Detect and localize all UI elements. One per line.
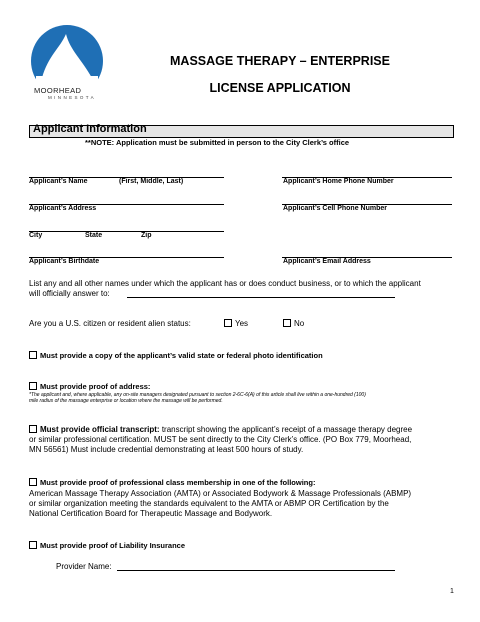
- city-state-zip-line[interactable]: [29, 231, 224, 232]
- membership-text-3: National Certification Board for Therapeutic Massage and Bodywork.: [29, 509, 273, 518]
- address-fine-print-1: *The applicant and, where applicable, any on-site managers designated pursuant to section 2-6C-6(A) of this article shall live within a one-hundred (100): [29, 392, 366, 398]
- provider-name-line[interactable]: [117, 570, 395, 571]
- address-proof-heading: Must provide proof of address:: [40, 382, 151, 391]
- address-fine-print-2: mile radius of the massage enterprise or location where the massage will be performed.: [29, 398, 223, 404]
- checkbox-icon[interactable]: [29, 541, 37, 549]
- state-label: State: [85, 232, 103, 239]
- form-title: MASSAGE THERAPY – ENTERPRISE: [170, 54, 390, 68]
- checkbox-icon[interactable]: [224, 319, 232, 327]
- transcript-text-3: MN 56561) Must include credential demonstrating at least 500 hours of study.: [29, 445, 304, 454]
- insurance-heading: Must provide proof of Liability Insurance: [40, 541, 186, 550]
- submission-note: **NOTE: Application must be submitted in person to the City Clerk’s office: [85, 138, 350, 147]
- checkbox-icon[interactable]: [29, 425, 37, 433]
- applicant-name-hint: (First, Middle, Last): [119, 178, 184, 185]
- applicant-name-label: Applicant’s Name: [29, 178, 88, 185]
- section-title: Applicant Information: [33, 123, 147, 135]
- citizenship-question: Are you a U.S. citizen or resident alien status:: [29, 319, 191, 328]
- membership-heading: Must provide proof of professional class membership in one of the following:: [40, 478, 316, 487]
- photo-id-requirement[interactable]: [29, 351, 323, 360]
- logo-subtext: MINNESOTA: [48, 95, 97, 100]
- address-proof-requirement[interactable]: [29, 382, 150, 391]
- transcript-requirement[interactable]: [29, 425, 412, 435]
- logo-wordmark: MOORHEAD: [34, 86, 82, 95]
- checkbox-icon[interactable]: [29, 382, 37, 390]
- transcript-text-2: or similar professional certification. MUST be sent directly to the City Clerk’s office. (PO Box 779, Moorhead,: [29, 435, 412, 444]
- membership-requirement[interactable]: [29, 478, 315, 487]
- provider-name-label: Provider Name:: [56, 562, 112, 571]
- checkbox-icon[interactable]: [29, 478, 37, 486]
- citizen-yes-option[interactable]: [224, 319, 248, 329]
- checkbox-icon[interactable]: [29, 351, 37, 359]
- home-phone-label: Applicant’s Home Phone Number: [283, 178, 394, 185]
- insurance-requirement[interactable]: [29, 541, 185, 550]
- photo-id-text: Must provide a copy of the applicant’s valid state or federal photo identification: [40, 351, 323, 360]
- page-number: 1: [450, 588, 454, 595]
- transcript-text-1: transcript showing the applicant’s receipt of a massage therapy degree: [161, 425, 413, 434]
- citizen-yes-label: Yes: [235, 319, 249, 328]
- membership-text-2: or similar organization meeting the standards equivalent to the AMTA or ABMP OR Certification by the: [29, 499, 389, 508]
- checkbox-icon[interactable]: [283, 319, 291, 327]
- birthdate-label: Applicant’s Birthdate: [29, 258, 100, 265]
- membership-text-1: American Massage Therapy Association (AMTA) or Associated Bodywork & Massage Professionals (ABMP): [29, 489, 412, 498]
- citizen-no-label: No: [294, 319, 305, 328]
- form-subtitle: LICENSE APPLICATION: [209, 81, 351, 95]
- zip-label: Zip: [141, 232, 152, 239]
- other-names-text-1: List any and all other names under which the applicant has or does conduct business, or to which the applicant: [29, 279, 421, 288]
- cell-phone-label: Applicant’s Cell Phone Number: [283, 205, 387, 212]
- other-names-text-2: will officially answer to:: [29, 289, 110, 298]
- city-label: City: [29, 232, 43, 239]
- applicant-address-label: Applicant’s Address: [29, 205, 97, 212]
- email-label: Applicant’s Email Address: [283, 258, 371, 265]
- other-names-line[interactable]: [127, 297, 395, 298]
- transcript-heading: Must provide official transcript:: [40, 425, 160, 434]
- citizen-no-option[interactable]: [283, 319, 304, 329]
